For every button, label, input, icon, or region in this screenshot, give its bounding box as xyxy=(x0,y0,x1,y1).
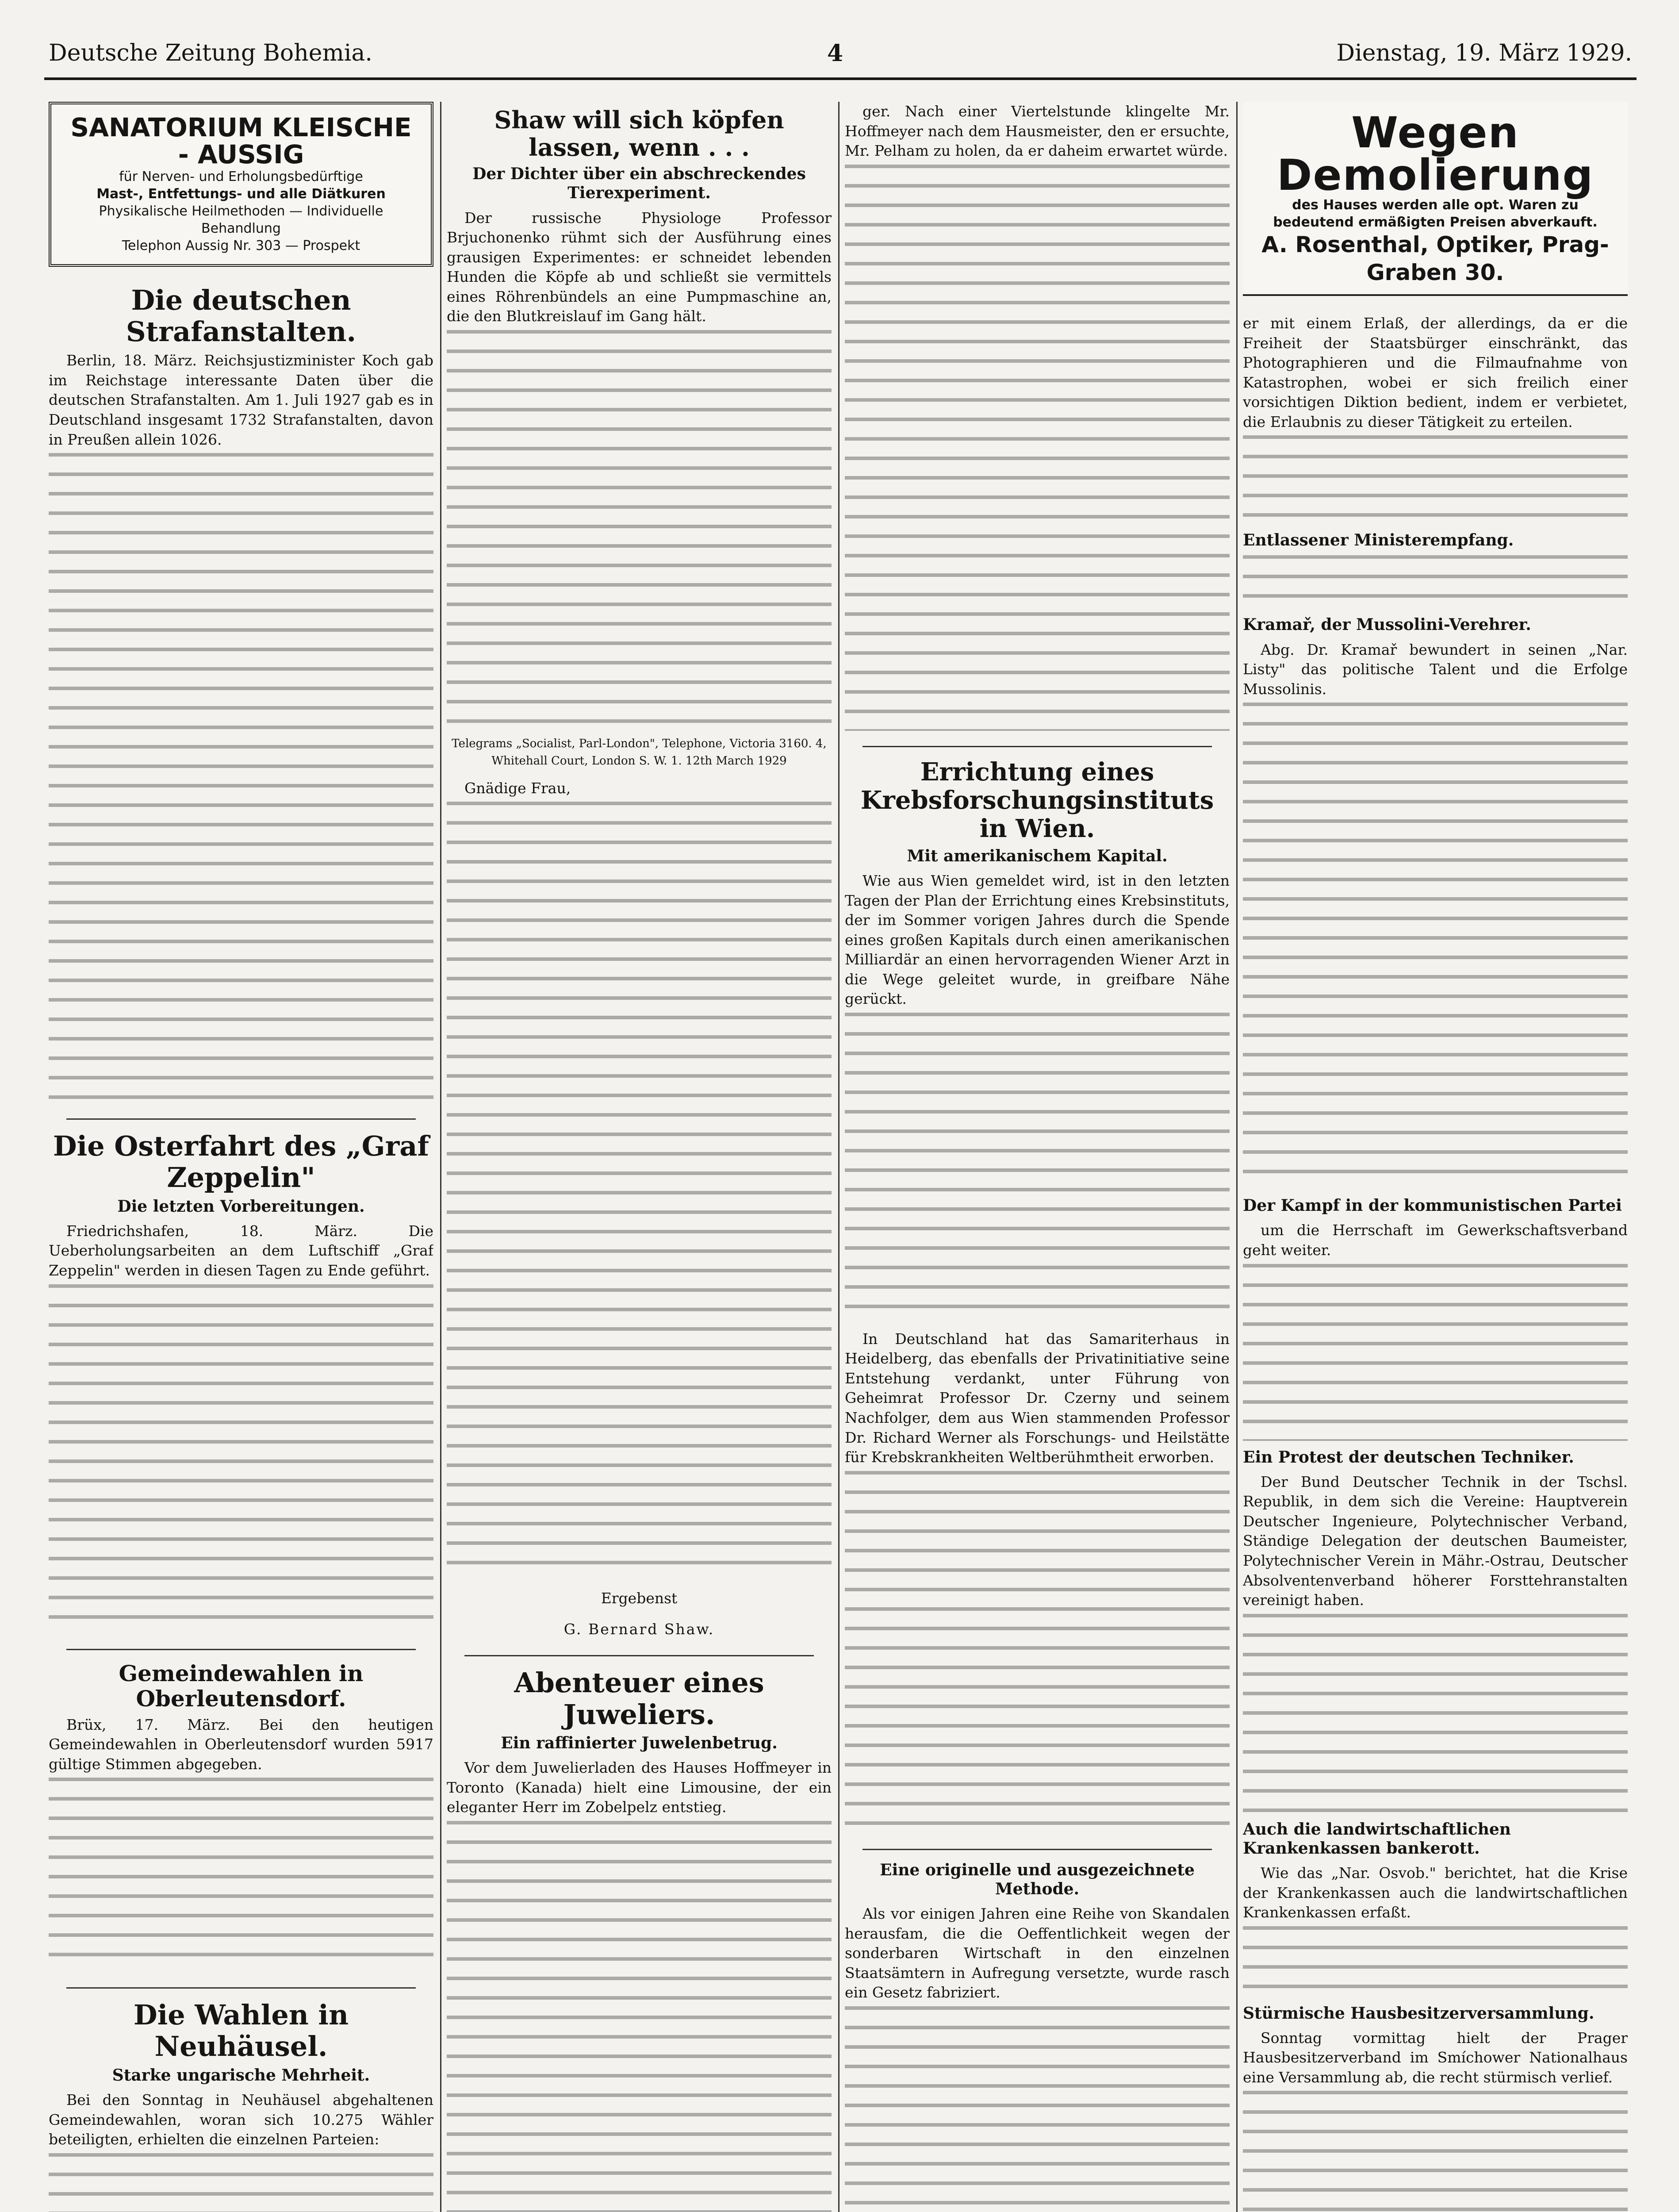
article-body-text xyxy=(845,1013,1230,1322)
article-headline: Die deutschen Strafanstalten. xyxy=(126,284,356,348)
article-subhead: Starke ungarische Mehrheit. xyxy=(112,2066,370,2085)
column-2 xyxy=(447,102,832,2212)
article-lead: Der russische Physiologe Professor Brjuchonenko rühmt sich der Ausführung eines grausigen Experimentes: er schneidet lebenden Hunden die Köpfe ab und schließt sie vermittels eines Röhrenbündels an eine Pumpmaschine an, die den Blutkreislauf im Gang hält. xyxy=(447,209,832,325)
section-subhead: Kramař, der Mussolini-Verehrer. xyxy=(1243,615,1531,634)
article-headline: Gemeindewahlen in Oberleutensdorf. xyxy=(119,1660,364,1712)
ad-line: Physikalische Heilmethoden — Individuelle Behandlung xyxy=(99,203,383,236)
column-divider xyxy=(838,102,840,2212)
article-body-text xyxy=(447,802,832,1580)
article-headline: Die Wahlen in Neuhäusel. xyxy=(133,1999,349,2063)
article-neuhaeusel xyxy=(49,1999,433,2212)
ad-line: des Hauses werden alle opt. Waren zu bedeutend ermäßigten Preisen abverkauft. xyxy=(1273,197,1598,230)
closing: Ergebenst xyxy=(601,1590,678,1607)
divider xyxy=(862,1849,1212,1850)
article-headline: Shaw will sich köpfen lassen, wenn . . . xyxy=(494,106,784,162)
article-body-text xyxy=(845,165,1230,731)
divider xyxy=(66,1987,416,1989)
article-juwelier-continued xyxy=(845,102,1230,731)
telegram-header: Telegrams „Socialist, Parl-London", Telephone, Victoria 3160. 4, Whitehall Court, London S. W. 1. 12th March 1929 xyxy=(452,737,827,768)
column-3 xyxy=(845,102,1230,2212)
header-rule xyxy=(44,77,1637,80)
article-headline: Abenteuer eines Juweliers. xyxy=(514,1667,764,1731)
article-body-text xyxy=(1243,703,1628,1189)
column-divider xyxy=(440,102,441,2212)
column-divider xyxy=(1236,102,1238,2212)
article-krebsinstitut xyxy=(845,758,1230,1834)
article-body-text xyxy=(1243,2091,1628,2212)
ad-line: Telephon Aussig Nr. 303 — Prospekt xyxy=(122,238,360,253)
article-continuation: er mit einem Erlaß, der allerdings, da er die Freiheit der Staatsbürger einschränkt, das Photographieren und die Filmaufnahme von Katastrophen, wobei er sich freilich einer vorsichtigen Diktion bedient, indem er verbietet, die Erlaubnis zu dieser Tätigkeit zu erteilen. xyxy=(1243,315,1628,430)
article-zeppelin xyxy=(49,1130,433,1633)
article-subhead: Der Dichter über ein abschreckendes Tierexperiment. xyxy=(472,165,806,203)
column-1 xyxy=(49,102,433,2212)
article-lead: Wie aus Wien gemeldet wird, ist in den letzten Tagen der Plan der Errichtung eines Krebsinstituts, der im Sommer vorigen Jahres durch die Spende eines großen Kapitals durch einen amerikanischen Milliardär an einen hervorragenden Wiener Arzt in die Wege geleitet wurde, in greifbare Nähe gerückt. xyxy=(845,872,1230,1008)
section-lead: Der Bund Deutscher Technik in der Tschsl. Republik, in dem sich die Vereine: Hauptverein Deutscher Ingenieure, Polytechnischer Verband, Ständige Delegation der deutschen Baumeister, Polytechnischer Verein in Mähr.-Ostrau, Deutscher Absolventenverband höherer Forsttehranstalten vereinigt haben. xyxy=(1243,1473,1628,1609)
divider xyxy=(464,1655,814,1656)
article-body-text xyxy=(447,1821,832,2212)
article-lead: Friedrichshafen, 18. März. Die Ueberholungsarbeiten an dem Luftschiff „Graf Zeppelin" werden in diesen Tagen zu Ende geführt. xyxy=(49,1222,433,1279)
sanatorium-ad xyxy=(49,102,433,267)
column-4 xyxy=(1243,102,1628,2212)
article-subhead: Ein raffinierter Juwelenbetrug. xyxy=(501,1733,778,1752)
article-lead: Als vor einigen Jahren eine Reihe von Skandalen herausfam, die die Oeffentlichkeit wegen der sonderbaren Wirtschaft in den einzelnen Staatsämtern in Aufregung versetzte, wurde rasch ein Gesetz fabriziert. xyxy=(845,1905,1230,2001)
ad-line: für Nerven- und Erholungsbedürftige xyxy=(119,169,363,184)
article-headline: Errichtung eines Krebsforschungsinstituts in Wien. xyxy=(860,757,1214,844)
divider xyxy=(66,1118,416,1120)
section-lead: um die Herrschaft im Gewerkschaftsverband geht weiter. xyxy=(1243,1221,1628,1259)
article-body-text xyxy=(845,2006,1230,2212)
ad-title: Wegen Demolierung xyxy=(1276,108,1594,200)
article-body-text xyxy=(1243,555,1628,608)
article-headline: Die Osterfahrt des „Graf Zeppelin" xyxy=(53,1130,429,1194)
signature: G. Bernard Shaw. xyxy=(564,1620,715,1638)
demolierung-ad xyxy=(1243,102,1628,296)
section-subhead: Entlassener Ministerempfang. xyxy=(1243,531,1514,550)
article-oberleutensdorf xyxy=(49,1661,433,1973)
section-subhead: Ein Protest der deutschen Techniker. xyxy=(1243,1448,1574,1467)
article-subhead: Mit amerikanischem Kapital. xyxy=(907,846,1168,865)
section-lead: Abg. Dr. Kramař bewundert in seinen „Nar. Listy" das politische Talent und die Erfolge Mussolinis. xyxy=(1243,641,1628,698)
article-subhead: Die letzten Vorbereitungen. xyxy=(117,1197,365,1216)
divider xyxy=(862,746,1212,747)
page-header xyxy=(49,35,1632,75)
article-body-text xyxy=(49,2153,433,2212)
article-lead: Vor dem Juwelierladen des Hauses Hoffmeyer in Toronto (Kanada) hielt eine Limousine, der ein eleganter Herr im Zobelpelz entstieg. xyxy=(447,1759,832,1816)
article-lead: Berlin, 18. März. Reichsjustizminister Koch gab im Reichstage interessante Daten über die deutschen Strafanstalten. Am 1. Juli 1927 gab es in Deutschland insgesamt 1732 Strafanstalten, davon in Preußen allein 1026. xyxy=(49,352,433,448)
article-body-text xyxy=(845,1471,1230,1834)
article-body-text xyxy=(447,330,832,728)
ad-title: SANATORIUM KLEISCHE - AUSSIG xyxy=(70,112,412,169)
article-body-text xyxy=(1243,1264,1628,1441)
article-strafanstalten xyxy=(49,284,433,1103)
newspaper-name: Deutsche Zeitung Bohemia. xyxy=(49,40,372,66)
article-juwelier xyxy=(447,1667,832,2212)
article-paragraph: In Deutschland hat das Samariterhaus in Heidelberg, das ebenfalls der Privatinitiative seine Entstehung verdankt, unter Führung von Geheimrat Professor Dr. Czerny und seinem Nachfolger, dem aus Wien stammenden Professor Dr. Richard Werner als Forschungs- und Heilstätte für Krebskrankheiten Weltberühmtheit erworben. xyxy=(845,1330,1230,1466)
issue-date: Dienstag, 19. März 1929. xyxy=(1336,40,1632,66)
section-subhead: Der Kampf in der kommunistischen Partei xyxy=(1243,1196,1622,1215)
article-body-text xyxy=(1243,1614,1628,1813)
article-body-text xyxy=(49,1778,433,1972)
ad-line: Mast-, Entfettungs- und alle Diätkuren xyxy=(96,186,386,202)
section-lead: Sonntag vormittag hielt der Prager Hausbesitzerverband im Smíchower Nationalhaus eine Versammlung ab, die recht stürmisch verlief. xyxy=(1243,2029,1628,2086)
article-body-text xyxy=(1243,1926,1628,1997)
page-number: 4 xyxy=(827,40,843,67)
article-body-text xyxy=(1243,435,1628,524)
section-lead: Wie das „Nar. Osvob." berichtet, hat die Krise der Krankenkassen auch die landwirtschaftlichen Krankenkassen erfaßt. xyxy=(1243,1864,1628,1921)
article-lead: Brüx, 17. März. Bei den heutigen Gemeindewahlen in Oberleutensdorf wurden 5917 gültige Stimmen abgegeben. xyxy=(49,1716,433,1773)
ad-line: A. Rosenthal, Optiker, Prag-Graben 30. xyxy=(1261,232,1609,285)
divider xyxy=(66,1649,416,1650)
section-subhead: Auch die landwirtschaftlichen Krankenkassen bankerott. xyxy=(1243,1820,1511,1858)
article-body-text xyxy=(49,1284,433,1634)
article-shaw xyxy=(447,106,832,1640)
article-lead: Bei den Sonntag in Neuhäusel abgehaltenen Gemeindewahlen, woran sich 10.275 Wähler beteiligten, erhielten die einzelnen Parteien: xyxy=(49,2091,433,2148)
article-continuation: ger. Nach einer Viertelstunde klingelte Mr. Hoffmeyer nach dem Hausmeister, den er ersuchte, Mr. Pelham zu holen, da er daheim erwartet würde. xyxy=(845,103,1230,160)
article-body-text xyxy=(49,453,433,1103)
salutation: Gnädige Frau, xyxy=(464,779,571,797)
article-subhead: Eine originelle und ausgezeichnete Methode. xyxy=(880,1860,1195,1898)
section-subhead: Stürmische Hausbesitzerversammlung. xyxy=(1243,2004,1595,2023)
article-methode xyxy=(845,1861,1230,2212)
